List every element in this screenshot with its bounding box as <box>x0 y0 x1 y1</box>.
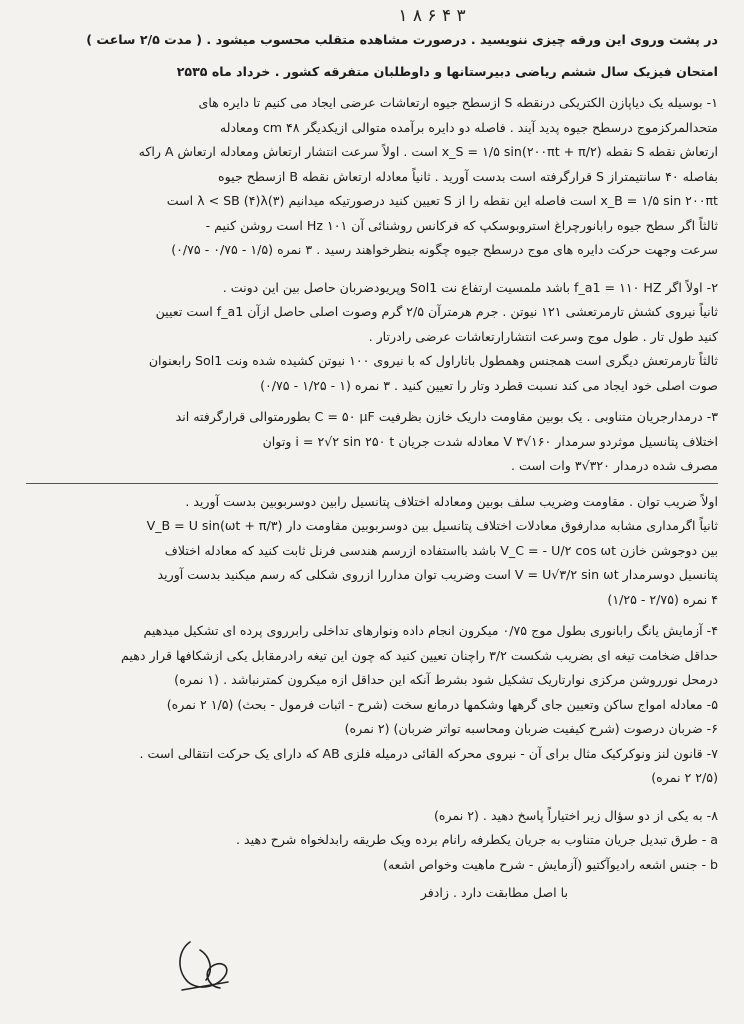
question-line: ۳- درمدارجریان متناوبی . یک بوبین مقاومت داریک خازن بظرفیت C = ۵۰ μF بطورمتوالی قرارگرفته اند <box>175 409 718 424</box>
question-line: اختلاف پتانسیل موثردو سرمدار ۱۶۰√۳ V معادله شدت جریان i = ۲√۲ sin ۲۵۰ t وتوان <box>262 433 718 449</box>
question-line: صوت اصلی خود ایجاد می کند نسبت قطرد وتار را تعیین کنید . ۳ نمره (۱ - ۱/۲۵ - ۰/۷۵) <box>260 377 718 393</box>
question-line: ۴- آزمایش یانگ رابانوری بطول موج ۰/۷۵ میکرون انجام داده ونوارهای تداخلی رابرروی پرده ای تشکیل میدهیم <box>143 623 718 638</box>
question-5: ۵- معادله امواج ساکن وتعیین جای گرهها وشکمها درمانع سخت (شرح - اثبات فرمول - بحث) (۱/۵ ۲ نمره) <box>166 696 718 712</box>
question-line: متحدالمرکزموج درسطح جیوه پدید آیند . فاصله دو دایره برآمده متوالی ازیکدیگر ۴۸ cm ومعادله <box>219 119 718 135</box>
question-1 <box>26 91 718 263</box>
question-line: ثالثاً تارمرتعش دیگری است همجنس وهمطول باتاراول که با نیروی ۱۰۰ نیوتن کشیده شده ونت Sol1 رابعنوان <box>148 353 718 368</box>
question-line: ۷- قانون لنز ونوکرکیک مثال برای آن - نیروی محرکه القائی درمیله فلزی AB که دارای یک حرکت انتقالی است . <box>139 745 718 761</box>
signature-icon <box>170 930 240 1000</box>
question-line: حداقل ضخامت تیغه ای بضریب شکست ۳/۲ راچنان تعیین کنید که چون این تیغه رادرمقابل یکی ازشکافها قرار دهیم <box>121 647 718 663</box>
question-3 <box>26 405 718 612</box>
question-6: ۶- ضربان درصوت (شرح کیفیت ضربان ومحاسبه تواتر ضربان) (۲ نمره) <box>344 721 718 736</box>
question-option-b: b - جنس اشعه رادیوآکتیو (آزمایش - شرح ماهیت وخواص اشعه) <box>383 856 718 872</box>
question-line: سرعت وجهت حرکت دایره های موج درسطح جیوه چگونه بنظرخواهند رسید . ۳ نمره (۱/۵ - ۰/۷۵ - ۰/۷۵) <box>171 242 718 257</box>
exam-title: امتحان فیزیک سال ششم ریاضی دبیرستانها و داوطلبان متفرقه کشور . خرداد ماه ۲۵۳۵ <box>176 63 718 79</box>
question-line: درمحل نورروشن مرکزی نوارتاریک تشکیل شود بشرط آنکه این حداقل ازه میکرون کمترنباشد . (۱ نمره) <box>174 672 718 687</box>
question-4 <box>26 619 718 693</box>
question-8 <box>26 804 718 878</box>
question-line: مصرف شده درمدار ۳۲۰√۳ وات است . <box>510 458 718 473</box>
question-line: ۲- اولاً اگر f_a1 = ۱۱۰ HZ باشد ملمسیت ارتفاع نت Sol1 وپریودضربان حاصل بین این دونت . <box>222 279 718 295</box>
question-line: اولاً ضریب توان . مقاومت وضریب سلف بوبین ومعادله اختلاف پتانسیل رابین دوسربوبین بدست آورید . <box>185 493 718 509</box>
question-line: ۸- به یکی از دو سؤال زیر اختیاراً پاسخ دهید . (۲ نمره) <box>434 807 718 823</box>
question-line: کنید طول تار . طول موج وسرعت انتشارارتعاشات عرضی رادرتار . <box>368 328 718 344</box>
question-line: x_B = ۱/۵ sin ۲۰۰πt است فاصله این نقطه را از S تعیین کنید درصورتیکه میدانیم (۳)λ < SB (۴)λ است <box>166 193 718 208</box>
question-line: ثانیاً نیروی کشش تارمرتعشی ۱۲۱ نیوتن . جرم هرمترآن ۲/۵ گرم وصوت اصلی حاصل ازآن f_a1 است تعیین <box>155 304 718 319</box>
top-numbers: ۱ ۸ ۶ ۴ ۳ <box>398 6 466 26</box>
question-score: (۲/۵ ۲ نمره) <box>651 770 718 785</box>
question-option-a: a - طرق تبدیل جریان متناوب به جریان یکطرفه رانام برده ویک طریقه رابدلخواه شرح دهید . <box>236 832 718 847</box>
question-line: بفاصله ۴۰ سانتیمتراز S قرارگرفته است بدست آورید . ثانیاً معادله ارتعاش نقطه B ازسطح جیوه <box>218 168 718 184</box>
exam-instructions: در پشت وروی این ورقه چیزی ننویسید . درصورت مشاهده متقلب محسوب میشود . ( مدت ۲/۵ ساعت ) <box>86 32 718 47</box>
question-score: ۴ نمره (۲/۷۵ - ۱/۲۵) <box>607 591 718 607</box>
question-line: پتانسیل دوسرمدار V = U√۳/۲ sin ωt است وضریب توان مداررا ازروی شکلی که رسم میکنید بدست آورید <box>157 567 718 582</box>
page-fold-divider <box>26 483 718 484</box>
certification-footer: با اصل مطابقت دارد . زادفر <box>420 885 568 900</box>
question-line: ثانیاً اگرمداری مشابه مدارفوق معادلات اختلاف پتانسیل بین دوسربوبین مقاومت دار V_B = U sin(ωt + π/۳) <box>146 518 718 533</box>
question-2 <box>26 276 718 399</box>
question-line: ارتعاش نقطه S نقطه x_S = ۱/۵ sin(۲۰۰πt + π/۲) است . اولاً سرعت انتشار ارتعاش ومعادله ارتعاش A راکه <box>138 144 718 159</box>
question-line: بین دوجوشن خازن V_C = - U/۲ cos ωt باشد بااستفاده ازرسم هندسی فرنل ثابت کنید که معادله اختلاف <box>164 542 718 558</box>
question-line: ۱- بوسیله یک دیاپازن الکتریکی درنقطه S ازسطح جیوه ارتعاشات عرضی ایجاد می کنیم تا دایره های <box>198 95 718 110</box>
question-7 <box>26 742 718 791</box>
question-line: ثالثاً اگر سطح جیوه رابانورچراغ استروبوسکپ که فرکانس روشنائی آن ۱۰۱ Hz است روشن کنیم - <box>205 217 718 233</box>
